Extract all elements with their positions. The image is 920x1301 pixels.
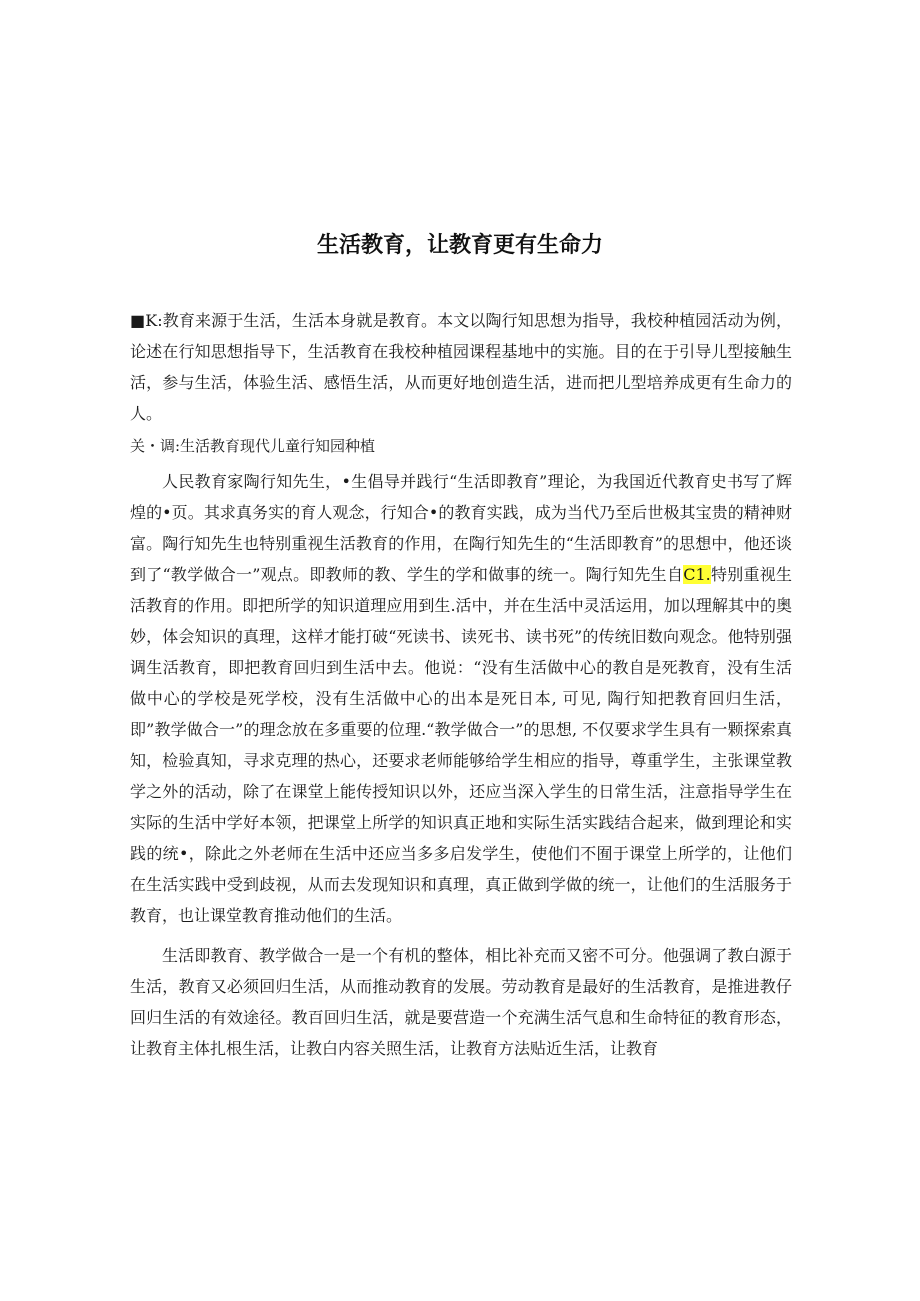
paragraph-1-text-b: 特别重视生活教育的作用。即把所学的知识道理应用到生.活中，并在生活中灵活运用，加以理解其中的奥妙，体会知识的真理，这样才能打破“死读书、读死书、读书死”的传统旧数向观念。他特别强调生活教育，即把教育回归到生活中去。他说：“没有生活做中心的教自是死教育，没有生活做中心的学校是死学校，没有生活做中心的出本是死日本, 可见, 陶行知把教育回归生活，即”教学做合一”的理念放在多重要的位理.“教学做合一”的思想, 不仅要求学生具有一颗探索真知，检验真知，寻求克理的热心，还要求老师能够给学生相应的指导，尊重学生，主张课堂教学之外的活动，除了在课堂上能传授知识以外，还应当深入学生的日常生活，注意指导学生在实际的生活中学好本领，把课堂上所学的知识真正地和实际生活实践结合起来，做到理论和实践的统•，除此之外老师在生活中还应当多多启发学生，使他们不囿于课堂上所学的，让他们在生活实践中受到歧视，从而去发现知识和真理，真正做到学做的统一，让他们的生活服务于教育，也让课堂教育推动他们的生活。 <box>130 565 792 925</box>
highlighted-text: C1. <box>683 565 711 584</box>
body-paragraph-2: 生活即教育、教学做合一是一个有机的整体，相比补充而又密不可分。他强调了教白源于生活，教育又必须回归生活，从而推动教育的发展。劳动教育是最好的生活教育，是推进教仔回归生活的有效途径。教百回归生活，就是要营造一个充满生活气息和生命特征的教育形态，让教育主体扎根生活，让教白内容关照生活，让教育方法贴近生活，让教育 <box>130 946 792 1058</box>
abstract-paragraph: ■K:教育来源于生活，生活本身就是教育。本文以陶行知思想为指导，我校种植园活动为例，论述在行知思想指导下，生活教育在我校种植园课程基地中的实施。目的在于引导儿型接触生活，参与生活，体验生活、感悟生活，从而更好地创造生活，进而把儿型培养成更有生命力的人。 <box>130 311 792 423</box>
body-paragraph-1 <box>130 466 792 931</box>
paragraph-1-text-a: 人民教育家陶行知先生，•生倡导并践行“生活即教育”理论，为我国近代教育史书写了辉煌的•页。其求真务实的育人观念，行知合•的教育实践，成为当代乃至后世极其宝贵的精神财富。陶行知先生也特别重视生活教育的作用，在陶行知先生的“生活即教育”的思想中，他还谈到了“教学做合一”观点。即教师的教、学生的学和做事的统一。陶行知先生自 <box>130 472 792 584</box>
document-body <box>130 305 792 1064</box>
keywords-line: 关・调:生活教育现代儿童行知园种植 <box>130 437 376 455</box>
document-title: 生活教育，让教育更有生命力 <box>316 233 603 258</box>
